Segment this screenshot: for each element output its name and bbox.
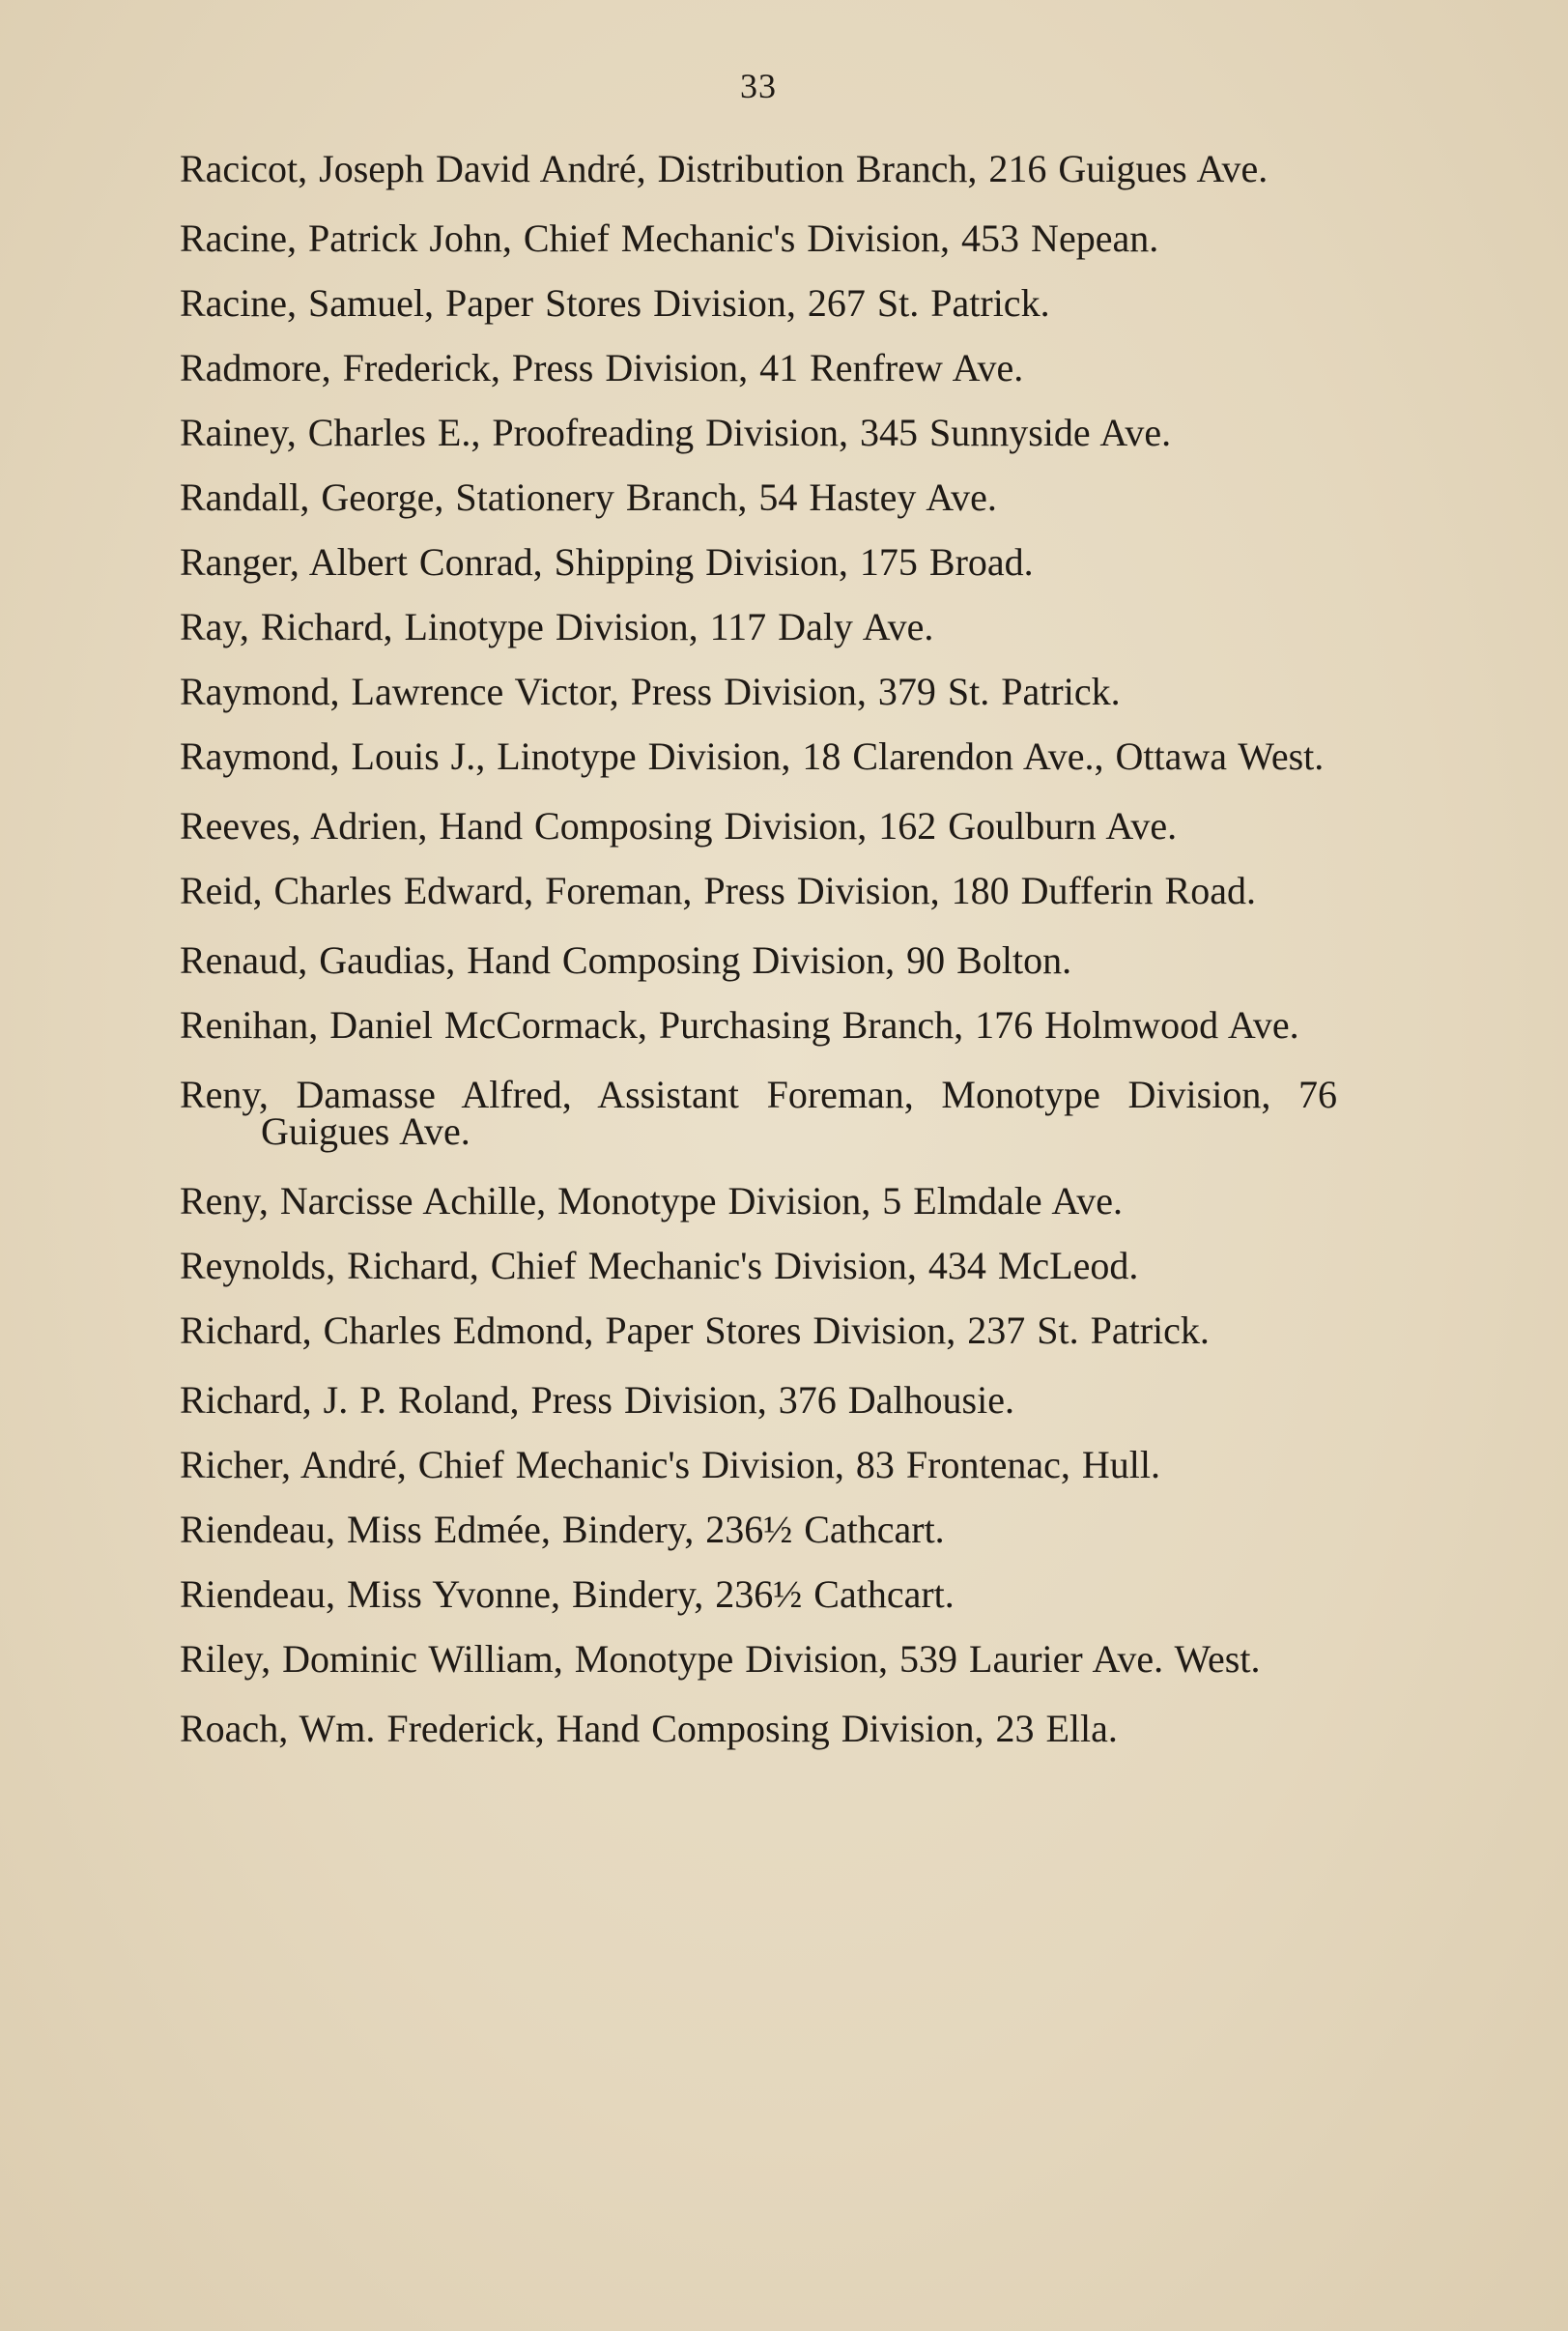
directory-entry: Renaud, Gaudias, Hand Composing Division, 90 Bolton.: [180, 938, 1072, 982]
directory-entry: Racine, Samuel, Paper Stores Division, 267 St. Patrick.: [180, 281, 1050, 325]
directory-entry: Racicot, Joseph David André, Distribution Branch, 216 Guigues Ave.: [180, 147, 1269, 190]
page-number: 33: [740, 67, 777, 105]
directory-entry: Riley, Dominic William, Monotype Division, 539 Laurier Ave. West.: [180, 1637, 1261, 1681]
directory-entry: Richard, J. P. Roland, Press Division, 376 Dalhousie.: [180, 1378, 1014, 1422]
directory-list: [180, 147, 1337, 1775]
directory-entry: Roach, Wm. Frederick, Hand Composing Division, 23 Ella.: [180, 1707, 1118, 1750]
directory-entry: Raymond, Lawrence Victor, Press Division, 379 St. Patrick.: [180, 670, 1121, 713]
directory-entry: Richard, Charles Edmond, Paper Stores Division, 237 St. Patrick.: [180, 1309, 1210, 1352]
directory-entry: Reynolds, Richard, Chief Mechanic's Division, 434 McLeod.: [180, 1244, 1139, 1287]
directory-entry: Riendeau, Miss Yvonne, Bindery, 236½ Cathcart.: [180, 1572, 955, 1616]
directory-entry: Ranger, Albert Conrad, Shipping Division, 175 Broad.: [180, 540, 1034, 584]
directory-entry: Reny, Narcisse Achille, Monotype Division, 5 Elmdale Ave.: [180, 1179, 1124, 1223]
directory-entry: Reid, Charles Edward, Foreman, Press Division, 180 Dufferin Road.: [180, 869, 1256, 912]
directory-entry: Raymond, Louis J., Linotype Division, 18 Clarendon Ave., Ottawa West.: [180, 734, 1325, 778]
directory-entry: Renihan, Daniel McCormack, Purchasing Branch, 176 Holmwood Ave.: [180, 1003, 1299, 1047]
directory-entry: Rainey, Charles E., Proofreading Division, 345 Sunnyside Ave.: [180, 411, 1172, 454]
directory-entry: Randall, George, Stationery Branch, 54 Hastey Ave.: [180, 475, 997, 519]
directory-entry: Radmore, Frederick, Press Division, 41 Renfrew Ave.: [180, 346, 1024, 389]
directory-entry: Racine, Patrick John, Chief Mechanic's Division, 453 Nepean.: [180, 216, 1159, 260]
directory-entry: Richer, André, Chief Mechanic's Division, 83 Frontenac, Hull.: [180, 1443, 1160, 1486]
directory-entry: Reeves, Adrien, Hand Composing Division, 162 Goulburn Ave.: [180, 804, 1178, 848]
directory-entry: Riendeau, Miss Edmée, Bindery, 236½ Cathcart.: [180, 1508, 945, 1551]
directory-entry: Ray, Richard, Linotype Division, 117 Daly Ave.: [180, 605, 934, 648]
directory-entry: Reny, Damasse Alfred, Assistant Foreman, Monotype Division, 76 Guigues Ave.: [180, 1073, 1337, 1153]
